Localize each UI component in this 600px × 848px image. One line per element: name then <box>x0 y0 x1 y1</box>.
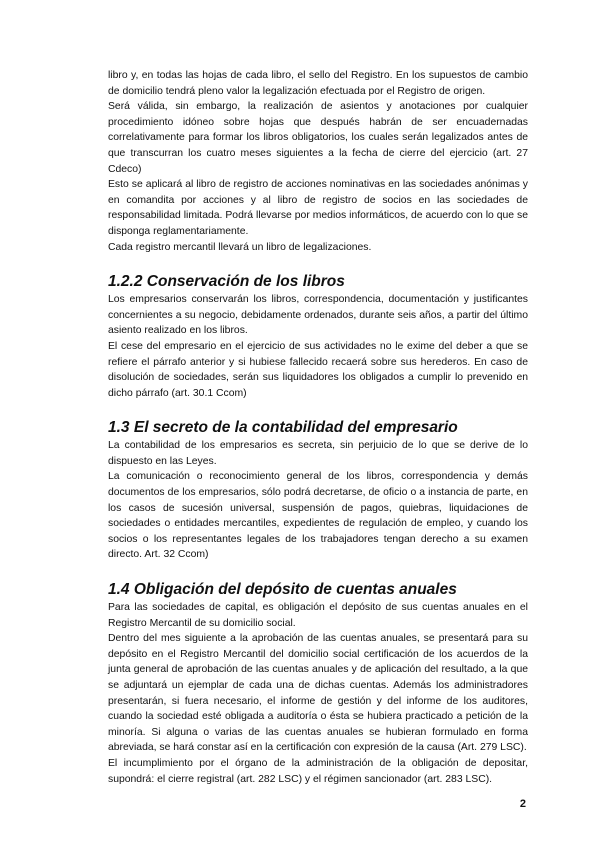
paragraph: Será válida, sin embargo, la realización de asientos y anotaciones por cualquier procedimiento idóneo sobre hojas que después habrán de ser encuadernadas correlativamente para formar los libros obligatorios, los cuales serán legalizados antes de que transcurran los cuatro meses siguientes a la fecha de cierre del ejercicio (art. 27 Cdeco) <box>108 101 528 175</box>
paragraph: El cese del empresario en el ejercicio de sus actividades no le exime del deber a que se refiere el párrafo anterior y si hubiese fallecido recaerá sobre sus herederos. En caso de disolución de sociedades, serán sus liquidadores los obligados a cumplir lo prevenido en dicho párrafo (art. 30.1 Ccom) <box>108 340 528 399</box>
paragraph: libro y, en todas las hojas de cada libro, el sello del Registro. En los supuestos de cambio de domicilio tendrá pleno valor la legalización efectuada por el Registro de origen. <box>108 70 528 97</box>
paragraph: Dentro del mes siguiente a la aprobación de las cuentas anuales, se presentará para su depósito en el Registro Mercantil del domicilio social certificación de los acuerdos de la junta general de aprobación de las cuentas anuales y de aplicación del resultado, a la que se adjuntará un ejemplar de cada una de dichas cuentas. Además los administradores presentarán, si fuera necesario, el informe de gestión y del informe de los auditores, cuando la sociedad esté obligada a auditoría o ésta se hubiera practicado a petición de la minoría. Si alguna o varias de las cuentas anuales se hubieran formulado en forma abreviada, se hará constar así en la certificación con expresión de la causa (Art. 279 LSC). <box>108 633 528 754</box>
paragraph: La comunicación o reconocimiento general de los libros, correspondencia y demás documentos de los empresarios, sólo podrá decretarse, de oficio o a instancia de parte, en los casos de sucesión universal, suspensión de pagos, quiebras, liquidaciones de sociedades o entidades mercantiles, expedientes de regulación de empleo, y cuando los socios o los representantes legales de los trabajadores tengan derecho a su examen directo. Art. 32 Ccom) <box>108 471 528 561</box>
section-heading-secreto: 1.3 El secreto de la contabilidad del empresario <box>108 419 458 437</box>
paragraph: Cada registro mercantil llevará un libro de legalizaciones. <box>108 241 372 253</box>
paragraph: Para las sociedades de capital, es obligación el depósito de sus cuentas anuales en el Registro Mercantil de su domicilio social. <box>108 602 528 629</box>
paragraph: El incumplimiento por el órgano de la administración de la obligación de depositar, supondrá: el cierre registral (art. 282 LSC) y el régimen sancionador (art. 283 LSC). <box>108 757 528 785</box>
paragraph: Los empresarios conservarán los libros, correspondencia, documentación y justificantes concernientes a su negocio, debidamente ordenados, durante seis años, a partir del último asiento realizado en los libros. <box>108 294 528 337</box>
section-heading-deposito: 1.4 Obligación del depósito de cuentas anuales <box>108 581 457 599</box>
section-heading-conservacion: 1.2.2 Conservación de los libros <box>108 273 345 291</box>
paragraph: Esto se aplicará al libro de registro de acciones nominativas en las sociedades anónimas y en comandita por acciones y al libro de registro de socios en las sociedades de responsabilidad limitada. Podrá llevarse por medios informáticos, de acuerdo con lo que se disponga reglamentariamente. <box>108 179 528 237</box>
page-number: 2 <box>519 798 526 810</box>
document-page <box>108 68 528 787</box>
paragraph: La contabilidad de los empresarios es secreta, sin perjuicio de lo que se derive de lo dispuesto en las Leyes. <box>108 440 528 467</box>
